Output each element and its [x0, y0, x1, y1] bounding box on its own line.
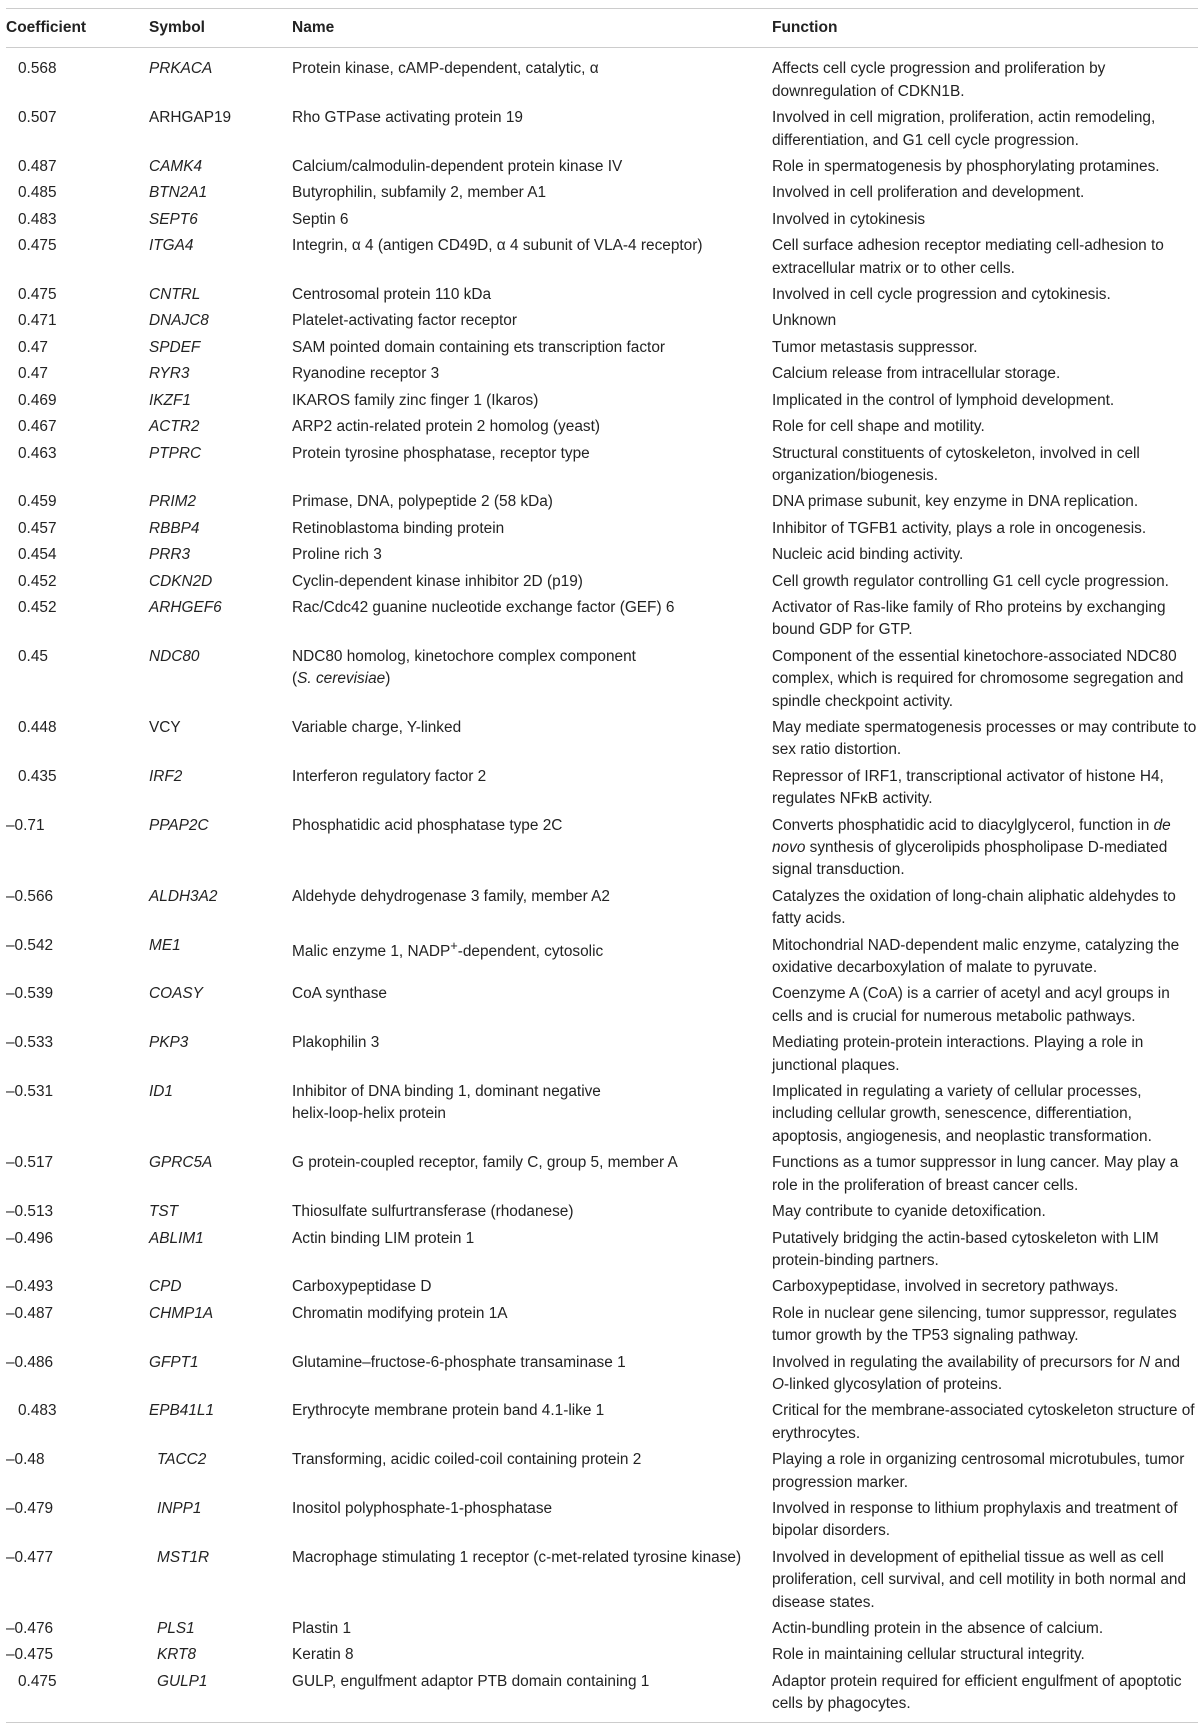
table-row: [6, 1669, 1198, 1722]
coefficient-cell: –0.496: [6, 1229, 54, 1247]
coefficient-cell: –0.48: [6, 1451, 45, 1469]
symbol-cell: ALDH3A2: [149, 887, 218, 905]
function-cell: Mediating protein-protein interactions. Playing a role in junctional plaques.: [772, 1034, 1144, 1074]
function-cell: Inhibitor of TGFB1 activity, plays a role in oncogenesis.: [772, 519, 1147, 537]
function-italic-text: de novo: [772, 816, 1171, 856]
table-row: [6, 441, 1198, 490]
function-cell: Repressor of IRF1, transcriptional activator of histone H4, regulates NFκB activity.: [772, 767, 1164, 808]
header-row: [6, 9, 1198, 48]
table-row: [6, 308, 1198, 334]
symbol-cell: COASY: [149, 985, 203, 1003]
name-cell: GULP, engulfment adaptor PTB domain containing 1: [292, 1669, 772, 1722]
function-italic-text: N: [1139, 1353, 1151, 1371]
function-cell: Role in nuclear gene silencing, tumor suppressor, regulates tumor growth by the TP53 signaling pathway.: [772, 1304, 1177, 1345]
table-row: [6, 764, 1198, 813]
table-row: [6, 154, 1198, 180]
name-cell: Calcium/calmodulin-dependent protein kinase IV: [292, 158, 623, 176]
table-row: [6, 1079, 1198, 1150]
table-header: [6, 9, 1198, 48]
symbol-cell: TST: [149, 1203, 179, 1221]
function-cell: Adaptor protein required for efficient engulfment of apoptotic cells by phagocytes.: [772, 1669, 1198, 1722]
function-cell: Role in spermatogenesis by phosphorylating protamines.: [772, 158, 1160, 176]
symbol-cell: ARHGEF6: [149, 598, 222, 616]
coefficient-cell: –0.477: [6, 1548, 54, 1566]
symbol-cell: GFPT1: [149, 1353, 199, 1371]
function-cell: [772, 1350, 1198, 1399]
name-text: -dependent, cytosolic: [457, 942, 604, 960]
name-cell: Transforming, acidic coiled-coil containing protein 2: [292, 1451, 642, 1469]
table-row: [6, 1150, 1198, 1199]
coefficient-cell: –0.539: [6, 985, 54, 1003]
name-cell: Cyclin-dependent kinase inhibitor 2D (p19): [292, 572, 583, 590]
symbol-cell: ID1: [149, 1083, 173, 1101]
symbol-cell: PKP3: [149, 1034, 189, 1052]
function-cell: Mitochondrial NAD-dependent malic enzyme, catalyzing the oxidative decarboxylation of malate to pyruvate.: [772, 936, 1180, 977]
coefficient-cell: 0.471: [18, 312, 57, 330]
symbol-cell: PRR3: [149, 546, 191, 564]
table-row: [6, 1030, 1198, 1079]
gene-coefficient-table: [6, 8, 1198, 1723]
symbol-cell: EPB41L1: [149, 1402, 215, 1420]
function-cell: Catalyzes the oxidation of long-chain aliphatic aldehydes to fatty acids.: [772, 887, 1176, 928]
name-cell: Centrosomal protein 110 kDa: [292, 286, 492, 304]
table-row: [6, 388, 1198, 414]
name-cell: Septin 6: [292, 210, 349, 228]
coefficient-cell: 0.483: [18, 210, 57, 228]
name-text: helix-loop-helix protein: [292, 1105, 446, 1123]
symbol-cell: GPRC5A: [149, 1154, 213, 1172]
coefficient-cell: 0.475: [6, 1669, 149, 1722]
function-text: Involved in regulating the availability of precursors for: [772, 1353, 1135, 1371]
coefficient-cell: 0.459: [18, 493, 57, 511]
symbol-cell: BTN2A1: [149, 184, 208, 202]
function-cell: Affects cell cycle progression and proliferation by downregulation of CDKN1B.: [772, 60, 1106, 100]
coefficient-cell: 0.568: [18, 60, 57, 78]
function-cell: Putatively bridging the actin-based cytoskeleton with LIM protein-binding partners.: [772, 1229, 1159, 1269]
function-cell: Unknown: [772, 312, 837, 330]
name-cell: Retinoblastoma binding protein: [292, 519, 505, 537]
coefficient-cell: –0.493: [6, 1278, 54, 1296]
coefficient-cell: –0.517: [6, 1154, 54, 1172]
table-row: [6, 644, 1198, 715]
table-row: [6, 180, 1198, 206]
function-cell: Involved in development of epithelial tissue as well as cell proliferation, cell survival, and cell motility in both normal and disease states.: [772, 1548, 1187, 1611]
symbol-cell: IKZF1: [149, 391, 191, 409]
function-cell: Playing a role in organizing centrosomal microtubules, tumor progression marker.: [772, 1451, 1185, 1491]
function-text: -linked glycosylation of proteins.: [783, 1375, 1003, 1393]
name-text: Inhibitor of DNA binding 1, dominant negative: [292, 1083, 601, 1101]
header-symbol: Symbol: [149, 9, 292, 48]
gene-table-container: [6, 8, 1198, 1723]
table-row: [6, 48, 1198, 105]
symbol-cell: ITGA4: [149, 237, 194, 255]
function-cell: Coenzyme A (CoA) is a carrier of acetyl and acyl groups in cells and is crucial for numerous metabolic pathways.: [772, 985, 1170, 1025]
coefficient-cell: 0.45: [18, 647, 48, 665]
function-cell: Tumor metastasis suppressor.: [772, 338, 978, 356]
symbol-cell: CDKN2D: [149, 572, 213, 590]
table-row: [6, 813, 1198, 884]
symbol-cell: NDC80: [149, 647, 200, 665]
symbol-cell: ACTR2: [149, 418, 200, 436]
table-row: [6, 335, 1198, 361]
coefficient-cell: –0.531: [6, 1083, 54, 1101]
table-row: [6, 1642, 1198, 1668]
symbol-cell: VCY: [149, 718, 181, 736]
function-cell: Role for cell shape and motility.: [772, 418, 985, 436]
name-cell: Carboxypeptidase D: [292, 1278, 432, 1296]
table-row: [6, 1301, 1198, 1350]
symbol-cell: CNTRL: [149, 286, 201, 304]
table-row: [6, 595, 1198, 644]
table-row: [6, 105, 1198, 154]
function-cell: May mediate spermatogenesis processes or may contribute to sex ratio distortion.: [772, 718, 1197, 759]
symbol-cell: SPDEF: [149, 338, 201, 356]
symbol-cell: CHMP1A: [149, 1304, 214, 1322]
coefficient-cell: 0.485: [18, 184, 57, 202]
name-cell: Actin binding LIM protein 1: [292, 1229, 475, 1247]
coefficient-cell: 0.435: [18, 767, 57, 785]
symbol-cell: PLS1: [157, 1620, 195, 1637]
table-row: [6, 542, 1198, 568]
name-cell: Interferon regulatory factor 2: [292, 767, 487, 785]
symbol-cell: MST1R: [157, 1548, 210, 1566]
name-cell: Macrophage stimulating 1 receptor (c-met-related tyrosine kinase): [292, 1548, 742, 1566]
table-row: [6, 1616, 1198, 1642]
table-row: [6, 981, 1198, 1030]
table-row: [6, 884, 1198, 933]
name-cell: SAM pointed domain containing ets transcription factor: [292, 338, 665, 356]
name-cell: Ryanodine receptor 3: [292, 365, 440, 383]
coefficient-cell: –0.533: [6, 1034, 54, 1052]
species-name: S. cerevisiae: [297, 670, 386, 688]
header-name: Name: [292, 9, 772, 48]
name-cell: NDC80 homolog, kinetochore complex component (S. cerevisiae): [292, 647, 636, 688]
table-row: [6, 1199, 1198, 1225]
symbol-cell: CPD: [149, 1278, 182, 1296]
function-text: Converts phosphatidic acid to diacylglycerol, function in: [772, 816, 1150, 834]
name-text: NDC80 homolog, kinetochore complex component: [292, 647, 636, 665]
coefficient-cell: 0.507: [18, 109, 57, 127]
name-text: Malic enzyme 1, NADP: [292, 942, 451, 960]
coefficient-cell: 0.452: [18, 572, 57, 590]
coefficient-cell: –0.486: [6, 1353, 54, 1371]
coefficient-cell: 0.467: [18, 418, 57, 436]
table-row: [6, 1274, 1198, 1300]
header-coefficient: Coefficient: [6, 9, 149, 48]
table-row: [6, 489, 1198, 515]
symbol-cell: PRKACA: [149, 60, 213, 78]
table-row: [6, 1447, 1198, 1496]
name-cell: Proline rich 3: [292, 546, 382, 564]
function-cell: [772, 813, 1198, 884]
function-cell: Actin-bundling protein in the absence of calcium.: [772, 1620, 1104, 1637]
function-cell: Cell growth regulator controlling G1 cell cycle progression.: [772, 572, 1169, 590]
function-cell: Critical for the membrane-associated cytoskeleton structure of erythrocytes.: [772, 1402, 1195, 1442]
function-text: synthesis of glycerolipids phospholipase D-mediated signal transduction.: [772, 839, 1168, 879]
function-italic-text: O: [772, 1375, 784, 1393]
name-cell: Platelet-activating factor receptor: [292, 312, 517, 330]
coefficient-cell: –0.487: [6, 1304, 54, 1322]
function-cell: Involved in cell migration, proliferation, actin remodeling, differentiation, and G1 cell cycle progression.: [772, 109, 1156, 149]
function-cell: Implicated in regulating a variety of cellular processes, including cellular growth, senescence, differentiation, apoptosis, angiogenesis, and neoplastic transformation.: [772, 1083, 1152, 1145]
symbol-cell: GULP1: [149, 1669, 292, 1722]
function-cell: May contribute to cyanide detoxification.: [772, 1203, 1046, 1221]
function-text: and: [1154, 1353, 1181, 1371]
coefficient-cell: 0.47: [18, 338, 48, 356]
name-cell: Thiosulfate sulfurtransferase (rhodanese): [292, 1203, 574, 1221]
table-row: [6, 1545, 1198, 1616]
coefficient-cell: 0.448: [18, 718, 57, 736]
name-cell: Inositol polyphosphate-1-phosphatase: [292, 1499, 553, 1517]
symbol-cell: INPP1: [157, 1499, 202, 1517]
function-cell: DNA primase subunit, key enzyme in DNA replication.: [772, 493, 1139, 511]
symbol-cell: DNAJC8: [149, 312, 209, 330]
name-cell: Plastin 1: [292, 1620, 352, 1637]
function-cell: Activator of Ras-like family of Rho proteins by exchanging bound GDP for GTP.: [772, 598, 1166, 639]
function-cell: Involved in cytokinesis: [772, 210, 926, 228]
coefficient-cell: 0.457: [18, 519, 57, 537]
coefficient-cell: 0.475: [18, 237, 57, 255]
name-cell: [292, 933, 772, 982]
coefficient-cell: –0.479: [6, 1499, 54, 1517]
table-row: [6, 516, 1198, 542]
name-cell: [292, 1079, 772, 1150]
symbol-cell: KRT8: [157, 1646, 197, 1664]
coefficient-cell: –0.566: [6, 887, 54, 905]
coefficient-cell: –0.71: [6, 816, 45, 834]
function-cell: Functions as a tumor suppressor in lung cancer. May play a role in the proliferation of breast cancer cells.: [772, 1154, 1179, 1194]
name-cell: IKAROS family zinc finger 1 (Ikaros): [292, 391, 539, 409]
name-cell: Protein tyrosine phosphatase, receptor type: [292, 444, 590, 462]
function-cell: Calcium release from intracellular storage.: [772, 365, 1061, 383]
coefficient-cell: 0.47: [18, 365, 48, 383]
coefficient-cell: 0.483: [18, 1402, 57, 1420]
coefficient-cell: 0.469: [18, 391, 57, 409]
symbol-cell: IRF2: [149, 767, 183, 785]
table-row: [6, 1496, 1198, 1545]
function-cell: Structural constituents of cytoskeleton, involved in cell organization/biogenesis.: [772, 444, 1140, 484]
name-cell: Chromatin modifying protein 1A: [292, 1304, 508, 1322]
symbol-cell: SEPT6: [149, 210, 198, 228]
function-cell: Implicated in the control of lymphoid development.: [772, 391, 1115, 409]
function-cell: Nucleic acid binding activity.: [772, 546, 964, 564]
coefficient-cell: 0.452: [18, 598, 57, 616]
function-cell: Involved in response to lithium prophylaxis and treatment of bipolar disorders.: [772, 1499, 1178, 1540]
table-row: [6, 1350, 1198, 1399]
table-row: [6, 1226, 1198, 1275]
name-cell: Aldehyde dehydrogenase 3 family, member A2: [292, 887, 610, 905]
name-cell: Phosphatidic acid phosphatase type 2C: [292, 816, 563, 834]
symbol-cell: ARHGAP19: [149, 109, 232, 127]
coefficient-cell: –0.542: [6, 936, 54, 954]
name-cell: Plakophilin 3: [292, 1034, 380, 1052]
name-cell: ARP2 actin-related protein 2 homolog (yeast): [292, 418, 600, 436]
name-cell: Integrin, α 4 (antigen CD49D, α 4 subunit of VLA-4 receptor): [292, 237, 703, 255]
coefficient-cell: –0.475: [6, 1646, 54, 1664]
name-cell: Variable charge, Y-linked: [292, 718, 462, 736]
table-row: [6, 414, 1198, 440]
name-cell: Erythrocyte membrane protein band 4.1-like 1: [292, 1402, 605, 1420]
name-cell: Rho GTPase activating protein 19: [292, 109, 523, 127]
header-function: Function: [772, 9, 1198, 48]
coefficient-cell: 0.475: [18, 286, 57, 304]
name-cell: Glutamine–fructose-6-phosphate transaminase 1: [292, 1353, 626, 1371]
function-cell: Involved in cell proliferation and development.: [772, 184, 1085, 202]
table-row: [6, 715, 1198, 764]
symbol-cell: RYR3: [149, 365, 190, 383]
symbol-cell: CAMK4: [149, 158, 203, 176]
name-cell: Primase, DNA, polypeptide 2 (58 kDa): [292, 493, 553, 511]
symbol-cell: ME1: [149, 936, 181, 954]
table-row: [6, 569, 1198, 595]
name-cell: CoA synthase: [292, 985, 387, 1003]
symbol-cell: PTPRC: [149, 444, 202, 462]
coefficient-cell: 0.454: [18, 546, 57, 564]
coefficient-cell: 0.487: [18, 158, 57, 176]
superscript-plus: +: [450, 937, 458, 953]
function-cell: Carboxypeptidase, involved in secretory pathways.: [772, 1278, 1119, 1296]
coefficient-cell: –0.513: [6, 1203, 54, 1221]
table-row: [6, 933, 1198, 982]
name-cell: Protein kinase, cAMP-dependent, catalytic, α: [292, 60, 599, 78]
function-cell: Involved in cell cycle progression and cytokinesis.: [772, 286, 1111, 304]
symbol-cell: ABLIM1: [149, 1229, 204, 1247]
function-cell: Cell surface adhesion receptor mediating cell-adhesion to extracellular matrix or to other cells.: [772, 237, 1164, 277]
table-body: [6, 48, 1198, 1722]
symbol-cell: TACC2: [157, 1451, 207, 1469]
table-row: [6, 361, 1198, 387]
symbol-cell: PPAP2C: [149, 816, 209, 834]
name-cell: Butyrophilin, subfamily 2, member A1: [292, 184, 547, 202]
table-row: [6, 282, 1198, 308]
symbol-cell: RBBP4: [149, 519, 200, 537]
coefficient-cell: 0.463: [18, 444, 57, 462]
function-cell: Component of the essential kinetochore-associated NDC80 complex, which is required for chromosome segregation and spindle checkpoint activity.: [772, 647, 1184, 710]
name-cell: Keratin 8: [292, 1646, 354, 1664]
table-row: [6, 1398, 1198, 1447]
symbol-cell: PRIM2: [149, 493, 197, 511]
table-row: [6, 207, 1198, 233]
name-cell: Rac/Cdc42 guanine nucleotide exchange factor (GEF) 6: [292, 598, 675, 616]
name-cell: G protein-coupled receptor, family C, group 5, member A: [292, 1154, 678, 1172]
coefficient-cell: –0.476: [6, 1620, 54, 1637]
table-row: [6, 233, 1198, 282]
function-cell: Role in maintaining cellular structural integrity.: [772, 1646, 1085, 1664]
